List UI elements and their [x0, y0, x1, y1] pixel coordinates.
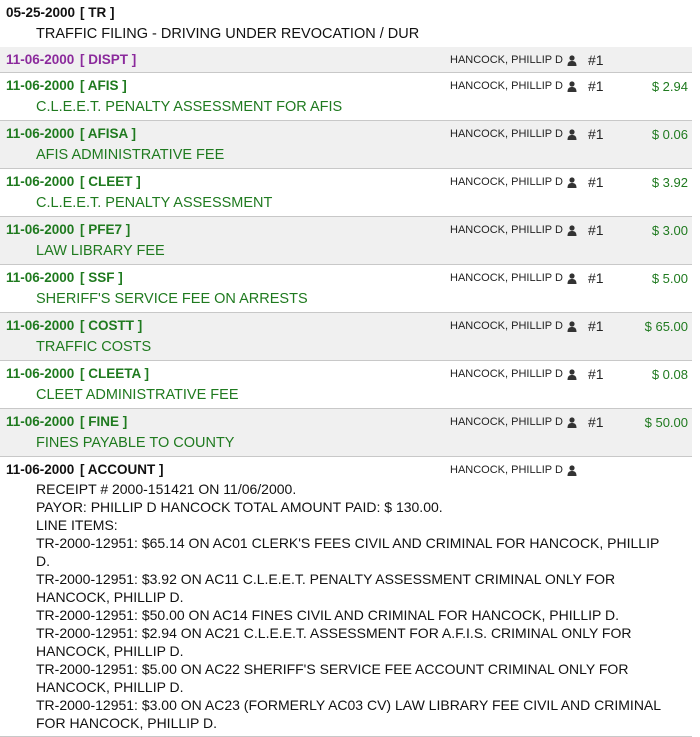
entry-description: TRAFFIC COSTS [36, 339, 152, 355]
party-label: HANCOCK, PHILLIP D [450, 416, 563, 428]
receipt-line: TR-2000-12951: $3.92 ON AC11 C.L.E.E.T. PENALTY ASSESSMENT CRIMINAL ONLY FOR HANCOCK, PHILLIP D. [36, 571, 616, 605]
party-label: HANCOCK, PHILLIP D [450, 176, 563, 188]
party-label: HANCOCK, PHILLIP D [450, 54, 563, 66]
party-name[interactable] [450, 176, 577, 188]
person-icon [567, 465, 577, 476]
party-name[interactable] [450, 272, 577, 284]
docket-entry [0, 361, 692, 409]
entry-code[interactable]: [ CLEETA ] [80, 366, 149, 381]
count-number: #1 [588, 126, 604, 142]
docket-entry [0, 217, 692, 265]
entry-date: 11-06-2000 [6, 78, 75, 93]
fee-amount: $ 3.00 [651, 223, 688, 238]
entry-code[interactable]: [ PFE7 ] [80, 222, 131, 237]
fee-amount: $ 5.00 [651, 271, 688, 286]
receipt-line: PAYOR: PHILLIP D HANCOCK TOTAL AMOUNT PAID: $ 130.00. [36, 499, 443, 515]
count-number: #1 [588, 366, 604, 382]
docket-entry [0, 409, 692, 457]
party-label: HANCOCK, PHILLIP D [450, 224, 563, 236]
entry-description: LAW LIBRARY FEE [36, 243, 165, 259]
party-label: HANCOCK, PHILLIP D [450, 80, 563, 92]
entry-code[interactable]: [ AFIS ] [80, 78, 127, 93]
count-number: #1 [588, 78, 604, 94]
party-label: HANCOCK, PHILLIP D [450, 272, 563, 284]
receipt-line: TR-2000-12951: $5.00 ON AC22 SHERIFF'S SERVICE FEE ACCOUNT CRIMINAL ONLY FOR HANCOCK, PHILLIP D. [36, 661, 629, 695]
person-icon [567, 273, 577, 284]
party-name[interactable] [450, 320, 577, 332]
entry-date: 11-06-2000 [6, 126, 75, 141]
entry-description: AFIS ADMINISTRATIVE FEE [36, 147, 225, 163]
fee-amount: $ 3.92 [651, 175, 688, 190]
entry-code[interactable]: [ DISPT ] [80, 52, 137, 67]
receipt-line: TR-2000-12951: $3.00 ON AC23 (FORMERLY AC03 CV) LAW LIBRARY FEE CIVIL AND CRIMINAL FOR HANCOCK, PHILLIP D. [36, 697, 661, 731]
fee-amount: $ 65.00 [644, 319, 688, 334]
count-number: #1 [588, 270, 604, 286]
party-label: HANCOCK, PHILLIP D [450, 368, 563, 380]
entry-description: C.L.E.E.T. PENALTY ASSESSMENT FOR AFIS [36, 99, 343, 115]
receipt-line: TR-2000-12951: $50.00 ON AC14 FINES CIVIL AND CRIMINAL FOR HANCOCK, PHILLIP D. [36, 607, 620, 623]
docket-entry [0, 73, 692, 121]
entry-date: 05-25-2000 [6, 5, 76, 20]
count-number: #1 [588, 318, 604, 334]
person-icon [567, 321, 577, 332]
entry-date: 11-06-2000 [6, 414, 75, 429]
person-icon [567, 81, 577, 92]
party-name[interactable] [450, 224, 577, 236]
party-label: HANCOCK, PHILLIP D [450, 464, 563, 476]
docket-entry [0, 47, 692, 73]
entry-date: 11-06-2000 [6, 366, 75, 381]
entry-description: SHERIFF'S SERVICE FEE ON ARRESTS [36, 291, 308, 307]
party-name[interactable] [450, 128, 577, 140]
entry-date: 11-06-2000 [6, 174, 75, 189]
entry-date: 11-06-2000 [6, 270, 75, 285]
fee-amount: $ 0.08 [651, 367, 688, 382]
receipt-details [0, 480, 692, 732]
entry-code[interactable]: [ SSF ] [80, 270, 123, 285]
entry-date: 11-06-2000 [6, 318, 75, 333]
receipt-line: RECEIPT # 2000-151421 ON 11/06/2000. [36, 481, 297, 497]
fee-amount: $ 0.06 [651, 127, 688, 142]
entry-code[interactable]: [ TR ] [80, 5, 115, 20]
entry-code[interactable]: [ COSTT ] [80, 318, 143, 333]
person-icon [567, 417, 577, 428]
party-name[interactable] [450, 80, 577, 92]
docket-entry [0, 169, 692, 217]
account-entry [0, 457, 692, 737]
fee-amount: $ 2.94 [651, 79, 688, 94]
person-icon [567, 369, 577, 380]
entry-description: FINES PAYABLE TO COUNTY [36, 435, 235, 451]
party-name[interactable] [450, 54, 577, 66]
receipt-line: LINE ITEMS: [36, 517, 118, 533]
receipt-line: TR-2000-12951: $65.14 ON AC01 CLERK'S FEES CIVIL AND CRIMINAL FOR HANCOCK, PHILLIP D. [36, 535, 660, 569]
count-number: #1 [588, 414, 604, 430]
receipt-line: TR-2000-12951: $2.94 ON AC21 C.L.E.E.T. ASSESSMENT FOR A.F.I.S. CRIMINAL ONLY FOR HANCOCK, PHILLIP D. [36, 625, 632, 659]
entry-description: C.L.E.E.T. PENALTY ASSESSMENT [36, 195, 273, 211]
party-label: HANCOCK, PHILLIP D [450, 320, 563, 332]
entry-description: CLEET ADMINISTRATIVE FEE [36, 387, 239, 403]
filing-entry [0, 0, 692, 47]
party-name[interactable] [450, 464, 577, 476]
docket-entry [0, 121, 692, 169]
person-icon [567, 225, 577, 236]
entry-code[interactable]: [ ACCOUNT ] [80, 462, 164, 477]
party-name[interactable] [450, 416, 577, 428]
entry-date: 11-06-2000 [6, 222, 75, 237]
person-icon [567, 55, 577, 66]
count-number: #1 [588, 222, 604, 238]
entry-code[interactable]: [ FINE ] [80, 414, 128, 429]
entry-code[interactable]: [ AFISA ] [80, 126, 136, 141]
person-icon [567, 177, 577, 188]
person-icon [567, 129, 577, 140]
count-number: #1 [588, 52, 604, 68]
entry-date: 11-06-2000 [6, 462, 75, 477]
fee-amount: $ 50.00 [644, 415, 688, 430]
party-label: HANCOCK, PHILLIP D [450, 128, 563, 140]
docket-entry [0, 265, 692, 313]
count-number: #1 [588, 174, 604, 190]
entry-description: TRAFFIC FILING - DRIVING UNDER REVOCATION / DUR [36, 26, 420, 42]
docket-entry [0, 313, 692, 361]
party-name[interactable] [450, 368, 577, 380]
entry-date: 11-06-2000 [6, 52, 75, 67]
entry-code[interactable]: [ CLEET ] [80, 174, 141, 189]
